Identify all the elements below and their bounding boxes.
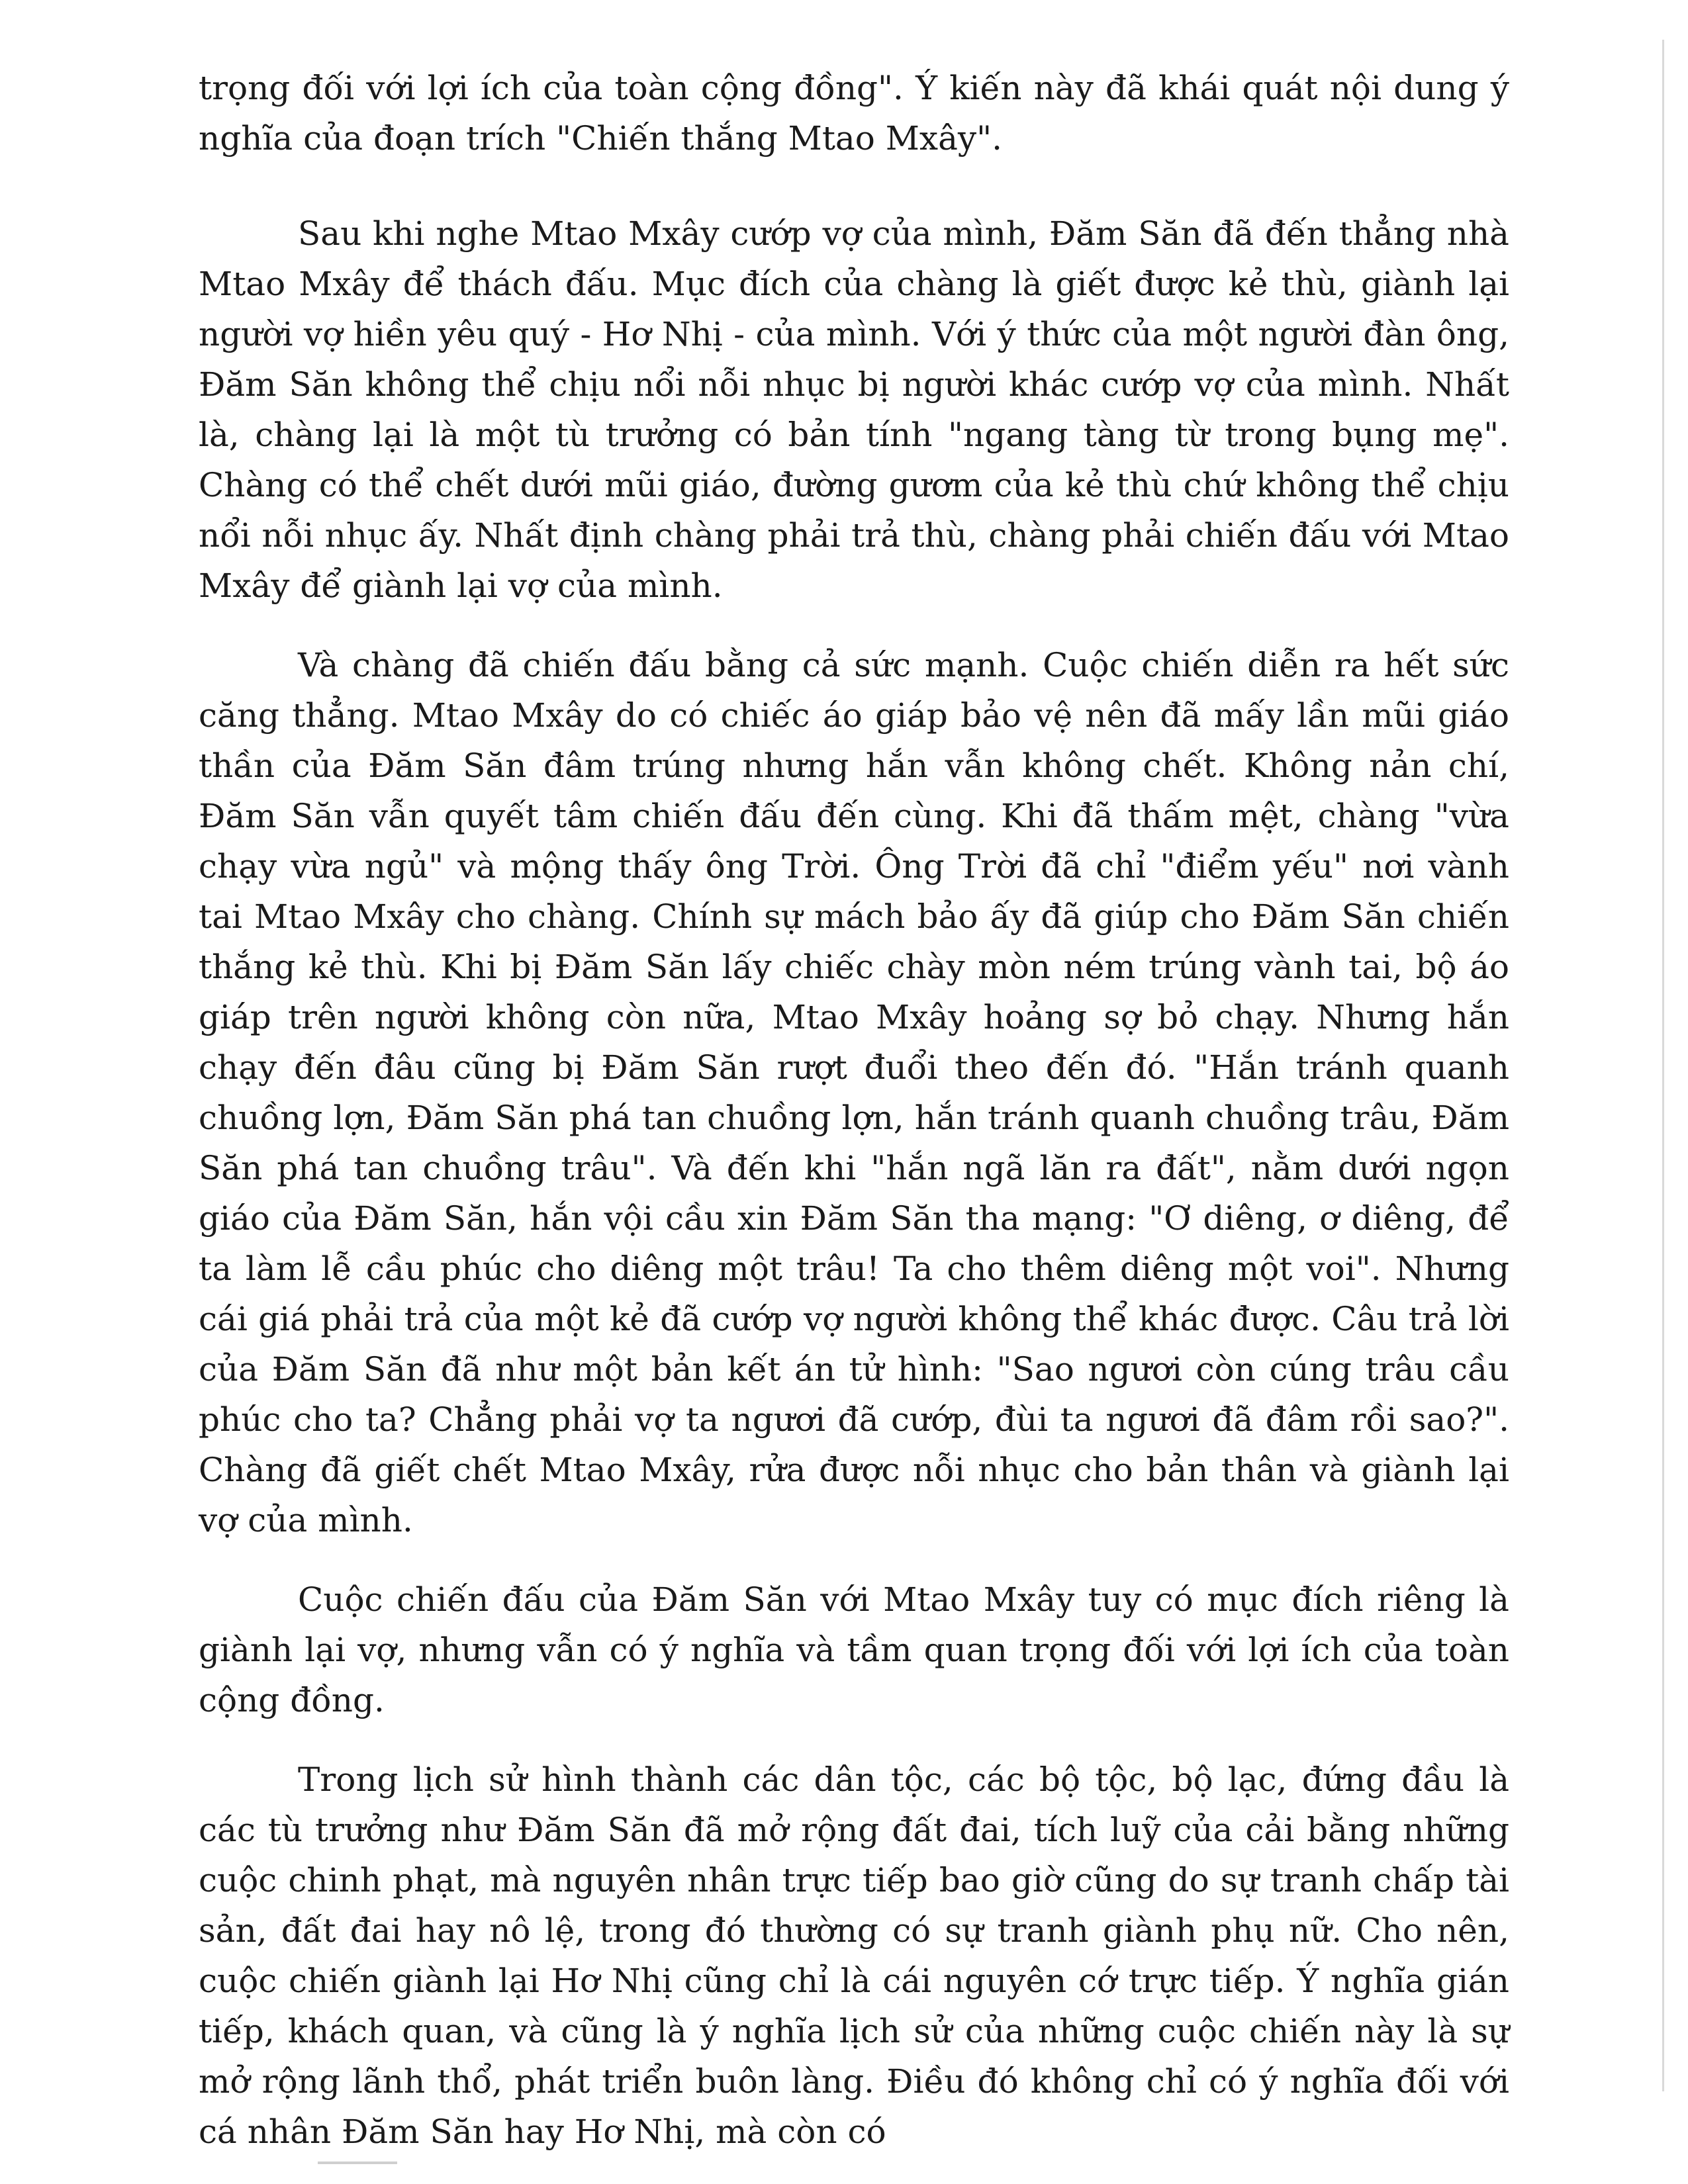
scan-artifact-mark [318, 2161, 397, 2164]
document-page [199, 63, 1509, 2157]
paragraph-battle: Và chàng đã chiến đấu bằng cả sức mạnh. Cuộc chiến diễn ra hết sức căng thẳng. Mtao Mxây do có chiếc áo giáp bảo vệ nên đã mấy lần mũi giáo thần của Đăm Săn đâm trúng nhưng hắn vẫn không chết. Không nản chí, Đăm Săn vẫn quyết tâm chiến đấu đến cùng. Khi đã thấm mệt, chàng "vừa chạy vừa ngủ" và mộng thấy ông Trời. Ông Trời đã chỉ "điểm yếu" nơi vành tai Mtao Mxây cho chàng. Chính sự mách bảo ấy đã giúp cho Đăm Săn chiến thắng kẻ thù. Khi bị Đăm Săn lấy chiếc chày mòn ném trúng vành tai, bộ áo giáp trên người không còn nữa, Mtao Mxây hoảng sợ bỏ chạy. Nhưng hắn chạy đến đâu cũng bị Đăm Săn rượt đuổi theo đến đó. "Hắn tránh quanh chuồng lợn, Đăm Săn phá tan chuồng lợn, hắn tránh quanh chuồng trâu, Đăm Săn phá tan chuồng trâu". Và đến khi "hắn ngã lăn ra đất", nằm dưới ngọn giáo của Đăm Săn, hắn vội cầu xin Đăm Săn tha mạng: "Ơ diêng, ơ diêng, để ta làm lễ cầu phúc cho diêng một trâu! Ta cho thêm diêng một voi". Nhưng cái giá phải trả của một kẻ đã cướp vợ người không thể khác được. Câu trả lời của Đăm Săn đã như một bản kết án tử hình: "Sao ngươi còn cúng trâu cầu phúc cho ta? Chẳng phải vợ ta ngươi đã cướp, đùi ta ngươi đã đâm rồi sao?". Chàng đã giết chết Mtao Mxây, rửa được nỗi nhục cho bản thân và giành lại vợ của mình. [199, 646, 1509, 1539]
paragraph-history: Trong lịch sử hình thành các dân tộc, các bộ tộc, bộ lạc, đứng đầu là các tù trưởng như Đăm Săn đã mở rộng đất đai, tích luỹ của cải bằng những cuộc chinh phạt, mà nguyên nhân trực tiếp bao giờ cũng do sự tranh chấp tài sản, đất đai hay nô lệ, trong đó thường có sự tranh giành phụ nữ. Cho nên, cuộc chiến giành lại Hơ Nhị cũng chỉ là cái nguyên cớ trực tiếp. Ý nghĩa gián tiếp, khách quan, và cũng là ý nghĩa lịch sử của những cuộc chiến này là sự mở rộng lãnh thổ, phát triển buôn làng. Điều đó không chỉ có ý nghĩa đối với cá nhân Đăm Săn hay Hơ Nhị, mà còn có [199, 1760, 1509, 2151]
paragraph-community-meaning: Cuộc chiến đấu của Đăm Săn với Mtao Mxây tuy có mục đích riêng là giành lại vợ, nhưng vẫn có ý nghĩa và tầm quan trọng đối với lợi ích của toàn cộng đồng. [199, 1580, 1509, 1719]
paragraph-continuation: trọng đối với lợi ích của toàn cộng đồng". Ý kiến này đã khái quát nội dung ý nghĩa của đoạn trích "Chiến thắng Mtao Mxây". [199, 69, 1509, 158]
scan-edge-line [1662, 40, 1664, 2091]
paragraph-dam-san-challenge: Sau khi nghe Mtao Mxây cướp vợ của mình, Đăm Săn đã đến thẳng nhà Mtao Mxây để thách đấu. Mục đích của chàng là giết được kẻ thù, giành lại người vợ hiền yêu quý - Hơ Nhị - của mình. Với ý thức của một người đàn ông, Đăm Săn không thể chịu nổi nỗi nhục bị người khác cướp vợ của mình. Nhất là, chàng lại là một tù trưởng có bản tính "ngang tàng từ trong bụng mẹ". Chàng có thể chết dưới mũi giáo, đường gươm của kẻ thù chứ không thể chịu nổi nỗi nhục ấy. Nhất định chàng phải trả thù, chàng phải chiến đấu với Mtao Mxây để giành lại vợ của mình. [199, 214, 1509, 605]
